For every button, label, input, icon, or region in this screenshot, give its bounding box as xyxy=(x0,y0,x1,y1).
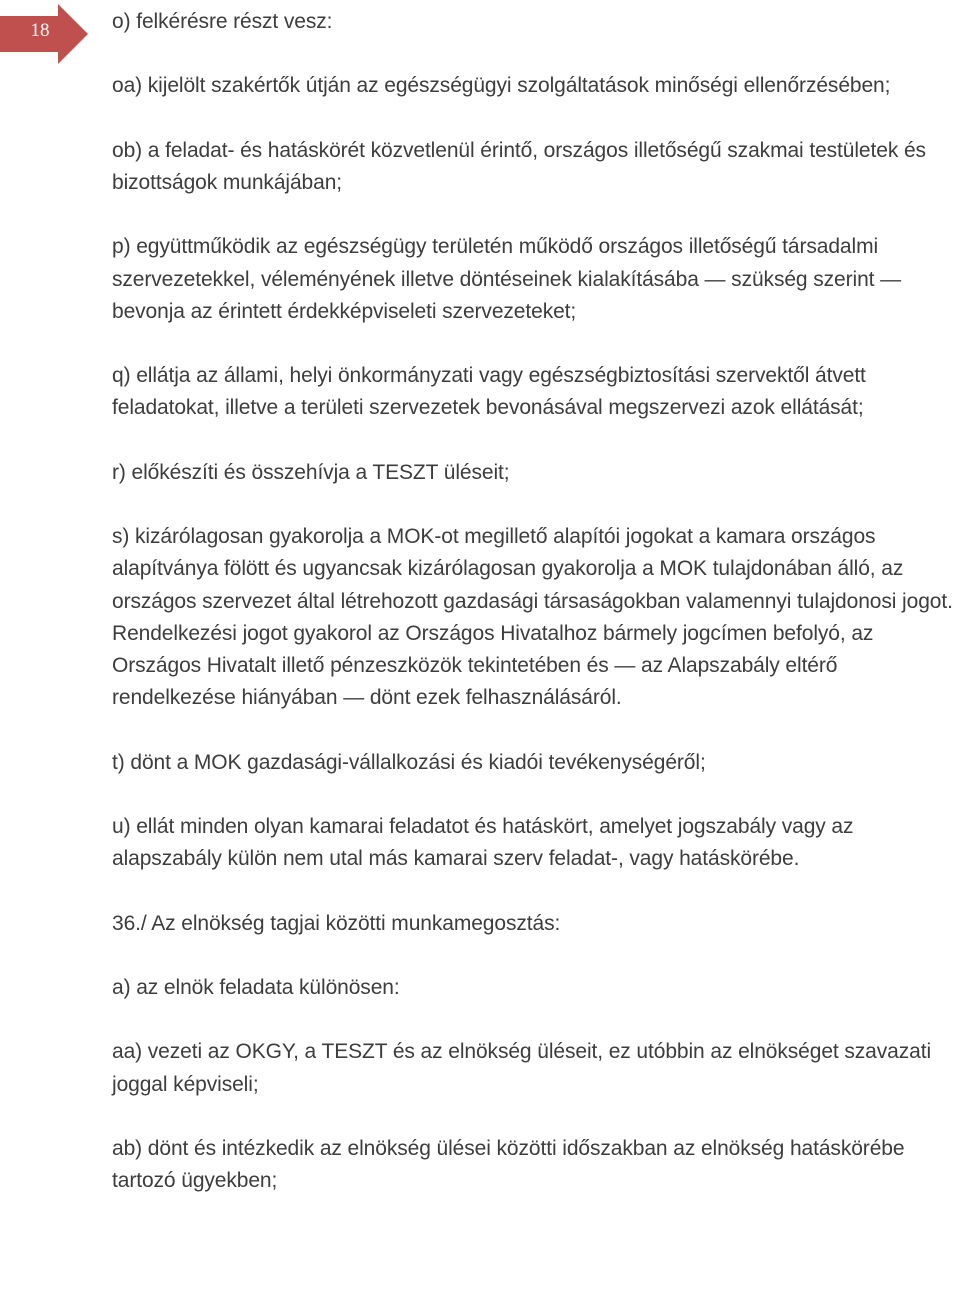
paragraph-t: t) dönt a MOK gazdasági-vállalkozási és kiadói tevékenységéről; xyxy=(112,750,706,774)
paragraph-ob: ob) a feladat- és hatáskörét közvetlenül érintő, országos illetőségű szakmai testületek és bizottságok munkájában; xyxy=(112,138,926,194)
paragraph-p: p) együttműködik az egészségügy területén működő országos illetőségű társadalmi szervezetekkel, véleményének illetve döntéseinek kialakításába — szükség szerint — bevonja az érintett érdekképviseleti szervezeteket; xyxy=(112,235,902,323)
document-body xyxy=(112,6,960,1197)
paragraph-q: q) ellátja az állami, helyi önkormányzati vagy egészségbiztosítási szervektől átvett feladatokat, illetve a területi szervezetek bevonásával megszervezi azok ellátását; xyxy=(112,364,866,420)
paragraph-u: u) ellát minden olyan kamarai feladatot és hatáskört, amelyet jogszabály vagy az alapszabály külön nem utal más kamarai szerv feladat-, vagy hatáskörébe. xyxy=(112,814,854,871)
paragraph-oa: oa) kijelölt szakértők útján az egészségügyi szolgáltatások minőségi ellenőrzésében; xyxy=(112,74,891,98)
paragraph-o: o) felkérésre részt vesz: xyxy=(112,10,333,33)
paragraph-ab: ab) dönt és intézkedik az elnökség ülései közötti időszakban az elnökség hatáskörébe tartozó ügyekben; xyxy=(112,1136,905,1193)
page-number: 18 xyxy=(30,20,50,41)
page-number-marker xyxy=(0,4,90,64)
paragraph-s: s) kizárólagosan gyakorolja a MOK-ot megillető alapítói jogokat a kamara országos alapítványa fölött és ugyancsak kizárólagosan gyakorolja a MOK tulajdonában álló, az országos szervezet által létrehozott gazdasági társaságokban valamennyi tulajdonosi jogot. Rendelkezési jogot gyakorol az Országos Hivatalhoz bármely jogcímen befolyó, az Országos Hivatalt illető pénzeszközök tekintetében és — az Alapszabály eltérő rendelkezése hiányában — dönt ezek felhasználásáról. xyxy=(112,525,953,710)
paragraph-r: r) előkészíti és összehívja a TESZT üléseit; xyxy=(112,460,510,484)
paragraph-a: a) az elnök feladata különösen: xyxy=(112,975,400,999)
section-heading-36: 36./ Az elnökség tagjai közötti munkamegosztás: xyxy=(112,911,561,935)
paragraph-aa: aa) vezeti az OKGY, a TESZT és az elnökség üléseit, ez utóbbin az elnökséget szavazati joggal képviseli; xyxy=(112,1040,932,1096)
